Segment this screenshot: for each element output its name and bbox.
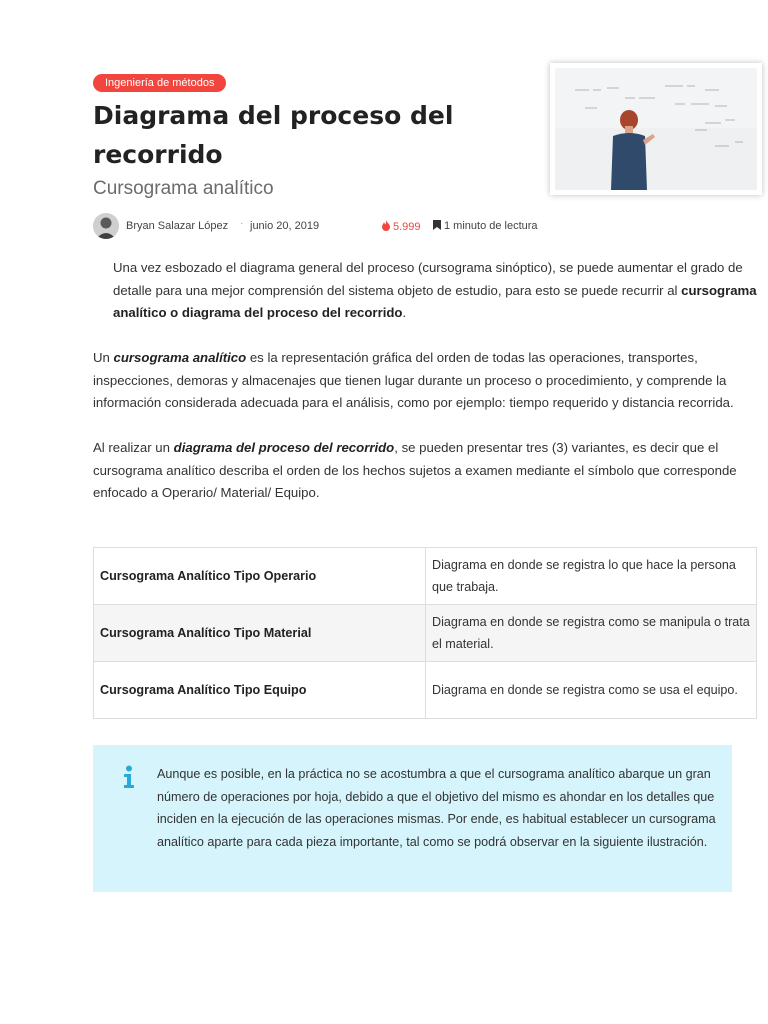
table-cell-description: Diagrama en donde se registra como se manipula o trata el material. — [426, 605, 757, 662]
flame-icon — [381, 220, 391, 231]
paragraph-2 — [93, 347, 758, 415]
whiteboard-photo — [555, 68, 757, 190]
paragraph-3 — [93, 437, 758, 505]
table-row — [94, 605, 757, 662]
table-cell-type: Cursograma Analítico Tipo Material — [94, 605, 426, 662]
table-cell-type: Cursograma Analítico Tipo Operario — [94, 548, 426, 605]
bookmark-icon — [433, 220, 441, 230]
table-row — [94, 548, 757, 605]
paragraph-2-emphasis: cursograma analítico — [113, 350, 247, 365]
info-icon — [121, 765, 137, 789]
info-callout — [93, 745, 732, 892]
hero-image — [550, 63, 762, 195]
table-cell-type: Cursograma Analítico Tipo Equipo — [94, 662, 426, 719]
paragraph-1-bold: cursograma analítico o diagrama del proceso del recorrido — [113, 282, 757, 320]
paragraph-3-start: Al realizar un — [93, 440, 174, 455]
table-row — [94, 662, 757, 719]
user-avatar-icon — [93, 213, 119, 239]
info-callout-text: Aunque es posible, en la práctica no se acostumbra a que el cursograma analítico abarque un gran número de operaciones por hoja, debido a que el objetivo del mismo es ahondar en los detalles que inciden en la ejecución de las operaciones mismas. Por ende, es habitual establecer un cursograma analítico aparte para cada pieza importante, tal como se podrá observar en la siguiente ilustración. — [157, 767, 716, 849]
page-subtitle: Cursograma analítico — [93, 178, 274, 199]
reading-time-value: 1 minuto de lectura — [444, 220, 538, 232]
category-badge[interactable]: Ingeniería de métodos — [93, 74, 226, 92]
page-title: Diagrama del proceso del recorrido — [93, 101, 454, 169]
view-count-value: 5.999 — [393, 221, 421, 233]
author-name[interactable]: Bryan Salazar López — [126, 220, 229, 232]
paragraph-1-end: . — [402, 305, 407, 320]
reading-time — [433, 220, 538, 232]
table-cell-description: Diagrama en donde se registra como se usa el equipo. — [426, 662, 757, 719]
paragraph-2-text: es la representación gráfica del orden de todas las operaciones, transportes, inspecciones, demoras y almacenajes que tienen lugar durante un proceso o procedimiento, y comprende la información considerada adecuada para el análisis, como por ejemplo: tiempo requerido y distancia recorrida. — [93, 350, 734, 410]
paragraph-3-text: , se pueden presentar tres (3) variantes, es decir que el cursograma analítico describa el orden de los hechos sujetos a examen mediante el símbolo que corresponde enfocado a Operario/ Material/ Equipo. — [93, 440, 737, 500]
post-meta — [93, 212, 693, 240]
paragraph-2-start: Un — [93, 350, 114, 365]
post-date: junio 20, 2019 — [250, 220, 320, 232]
author-avatar[interactable] — [93, 213, 119, 239]
paragraph-3-emphasis: diagrama del proceso del recorrido — [173, 440, 395, 455]
view-count — [381, 220, 421, 233]
variants-table — [93, 547, 757, 719]
paragraph-1 — [93, 257, 758, 325]
table-cell-description: Diagrama en donde se registra lo que hace la persona que trabaja. — [426, 548, 757, 605]
meta-separator: · — [240, 218, 244, 229]
article-body — [93, 257, 758, 527]
paragraph-1-text: Una vez esbozado el diagrama general del proceso (cursograma sinóptico), se puede aumentar el grado de detalle para una mejor comprensión del sistema objeto de estudio, para esto se puede recurrir al — [113, 260, 743, 298]
